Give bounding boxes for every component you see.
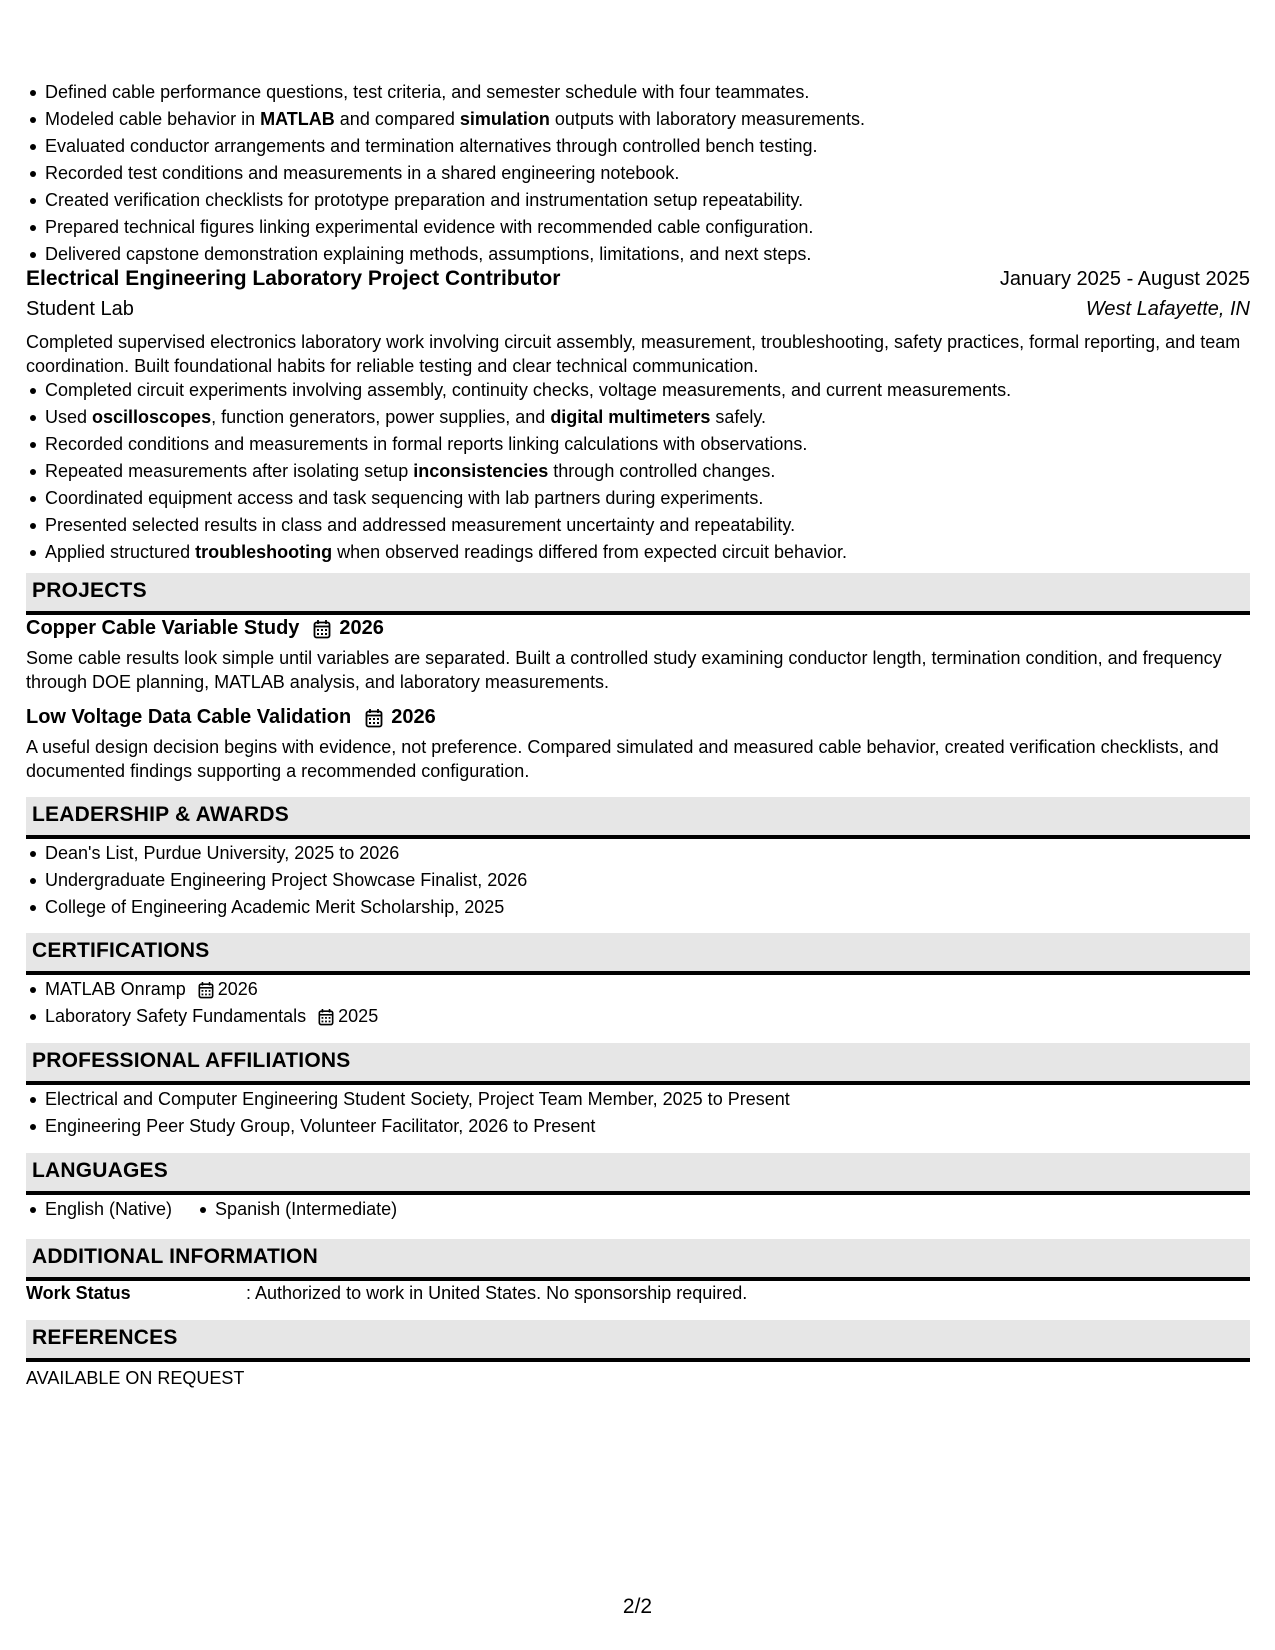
section-projects — [26, 573, 1250, 615]
calendar-icon — [198, 981, 214, 999]
language-item: Spanish (Intermediate) — [196, 1196, 397, 1223]
bullet-item: Used oscilloscopes, function generators, power supplies, and digital multimeters safely. — [26, 404, 1011, 431]
certification-year: 2026 — [217, 979, 258, 999]
work-status-label: Work Status — [26, 1283, 131, 1303]
project-name: Low Voltage Data Cable Validation — [26, 706, 352, 728]
bullet-item: Modeled cable behavior in MATLAB and compared simulation outputs with laboratory measurements. — [26, 106, 865, 133]
section-title: LEADERSHIP & AWARDS — [32, 803, 289, 826]
certification-item — [26, 976, 378, 1003]
section-title: LANGUAGES — [32, 1159, 168, 1182]
project-description: A useful design decision begins with evidence, not preference. Compared simulated and measured cable behavior, created verification checklists, and documented findings supporting a recommended configuration. — [26, 737, 1219, 781]
role-dates: January 2025 - August 2025 — [999, 268, 1250, 290]
project-year: 2026 — [391, 706, 436, 728]
certification-name: MATLAB Onramp — [45, 979, 186, 999]
section-certifications — [26, 933, 1250, 975]
bullet-item: Prepared technical figures linking experimental evidence with recommended cable configuration. — [26, 214, 865, 241]
role-bullets — [26, 377, 1011, 566]
role-summary: Completed supervised electronics laboratory work involving circuit assembly, measurement, troubleshooting, safety practices, formal reporting, and team coordination. Built foundational habits for reliable testing and clear technical communication. — [26, 332, 1241, 376]
page-number: 2/2 — [622, 1595, 653, 1618]
references-text: AVAILABLE ON REQUEST — [26, 1368, 245, 1388]
bullet-item: Recorded test conditions and measurements in a shared engineering notebook. — [26, 160, 865, 187]
project-description: Some cable results look simple until variables are separated. Built a controlled study examining conductor length, termination condition, and frequency through DOE planning, MATLAB analysis, and laboratory measurements. — [26, 648, 1222, 692]
section-languages — [26, 1153, 1250, 1195]
bullet-item: Coordinated equipment access and task sequencing with lab partners during experiments. — [26, 485, 1011, 512]
role-title: Electrical Engineering Laboratory Project Contributor — [26, 267, 561, 290]
affiliation-item: Electrical and Computer Engineering Student Society, Project Team Member, 2025 to Present — [26, 1086, 790, 1113]
certification-item — [26, 1003, 378, 1030]
section-additional-information — [26, 1239, 1250, 1281]
bullet-item: Created verification checklists for prototype preparation and instrumentation setup repeatability. — [26, 187, 865, 214]
section-title: CERTIFICATIONS — [32, 939, 210, 962]
project-name: Copper Cable Variable Study — [26, 617, 300, 639]
award-item: Dean's List, Purdue University, 2025 to 2026 — [26, 840, 527, 867]
project-title — [26, 706, 436, 729]
bullet-item: Presented selected results in class and addressed measurement uncertainty and repeatability. — [26, 512, 1011, 539]
bullet-item: Defined cable performance questions, test criteria, and semester schedule with four teammates. — [26, 79, 865, 106]
language-item: English (Native) — [26, 1196, 172, 1223]
bullet-item: Recorded conditions and measurements in formal reports linking calculations with observations. — [26, 431, 1011, 458]
bullet-item: Repeated measurements after isolating setup inconsistencies through controlled changes. — [26, 458, 1011, 485]
section-title: PROJECTS — [32, 579, 147, 602]
section-references — [26, 1320, 1250, 1362]
award-item: College of Engineering Academic Merit Scholarship, 2025 — [26, 894, 527, 921]
section-affiliations — [26, 1043, 1250, 1085]
certifications-list — [26, 976, 378, 1030]
awards-list — [26, 840, 527, 921]
certification-year: 2025 — [338, 1006, 379, 1026]
bullet-item: Delivered capstone demonstration explaining methods, assumptions, limitations, and next steps. — [26, 241, 865, 268]
project-title — [26, 617, 384, 640]
role-organization: Student Lab — [26, 298, 134, 320]
calendar-icon — [313, 619, 331, 639]
affiliation-item: Engineering Peer Study Group, Volunteer Facilitator, 2026 to Present — [26, 1113, 790, 1140]
section-title: ADDITIONAL INFORMATION — [32, 1245, 318, 1268]
calendar-icon — [365, 708, 383, 728]
bullet-item: Evaluated conductor arrangements and termination alternatives through controlled bench testing. — [26, 133, 865, 160]
experience-bullets-capstone — [26, 79, 865, 268]
languages-list — [26, 1196, 421, 1223]
work-status-value: : Authorized to work in United States. No sponsorship required. — [246, 1283, 748, 1303]
section-title: PROFESSIONAL AFFILIATIONS — [32, 1049, 351, 1072]
bullet-item: Completed circuit experiments involving assembly, continuity checks, voltage measurements, and current measurements. — [26, 377, 1011, 404]
section-leadership-awards — [26, 797, 1250, 839]
award-item: Undergraduate Engineering Project Showcase Finalist, 2026 — [26, 867, 527, 894]
bullet-item: Applied structured troubleshooting when observed readings differed from expected circuit behavior. — [26, 539, 1011, 566]
certification-name: Laboratory Safety Fundamentals — [45, 1006, 307, 1026]
affiliations-list — [26, 1086, 790, 1140]
role-location: West Lafayette, IN — [1085, 298, 1250, 320]
calendar-icon — [318, 1008, 334, 1026]
section-title: REFERENCES — [32, 1326, 178, 1349]
project-year: 2026 — [339, 617, 384, 639]
